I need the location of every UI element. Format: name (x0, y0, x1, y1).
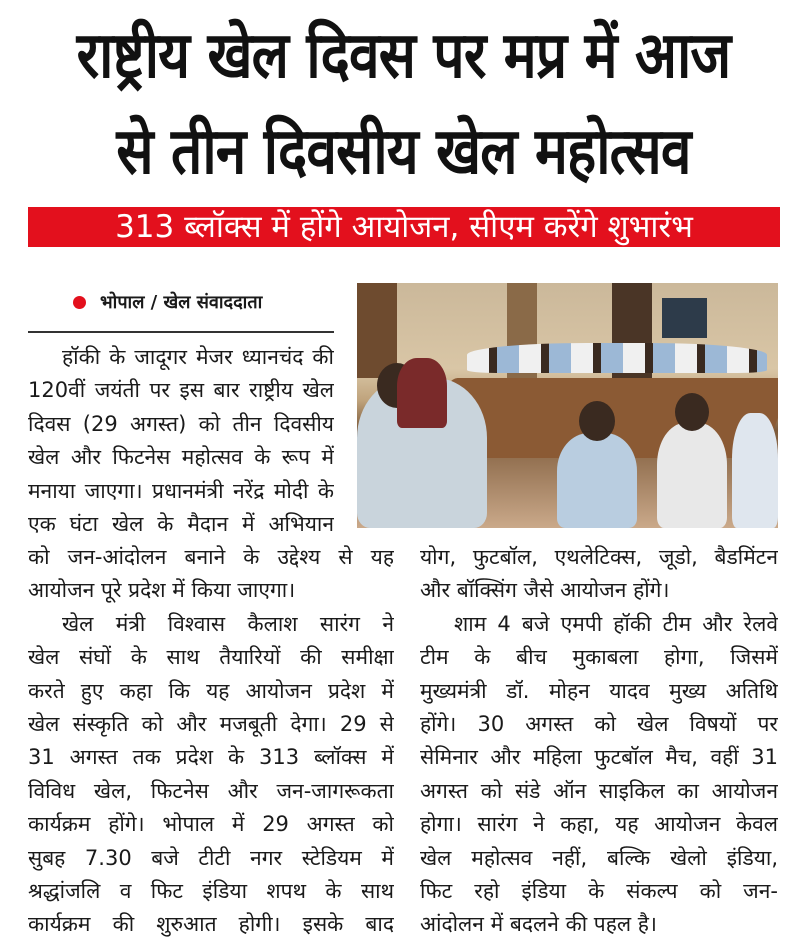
text-line: योग, फुटबॉल, एथलेटिक्स, जूडो, बैडमिंटन (420, 545, 778, 569)
text-line: विविध खेल, फिटनेस और जन-जागरूकता (28, 778, 394, 803)
bullet-dot-icon (73, 296, 86, 309)
text-line: होगा। सारंग ने कहा, यह आयोजन केवल (420, 812, 778, 837)
text-line: फिट रहो इंडिया के संकल्प को जन- (420, 878, 778, 903)
screen (662, 298, 707, 338)
text-line: खेल और फिटनेस महोत्सव के रूप में (28, 445, 334, 470)
dateline: भोपाल / खेल संवाददाता (100, 292, 263, 313)
text-line: होंगे। 30 अगस्त को खेल विषयों पर (420, 711, 778, 736)
text-line: एक घंटा खेल के मैदान में अभियान (28, 511, 334, 536)
person (557, 433, 637, 528)
article-column-1-top (28, 341, 334, 541)
meeting-photo (357, 283, 778, 528)
text-line: आयोजन पूरे प्रदेश में किया जाएगा। (28, 578, 296, 603)
divider (28, 331, 334, 333)
text-line: सेमिनार और महिला फुटबॉल मैच, वहीं 31 (420, 745, 778, 770)
text-line: खेल मंत्री विश्वास कैलाश सारंग ने (62, 611, 394, 636)
text-line: मनाया जाएगा। प्रधानमंत्री नरेंद्र मोदी के (28, 478, 334, 503)
subheadline-banner: 313 ब्लॉक्स में होंगे आयोजन, सीएम करेंगे शुभारंभ (28, 207, 780, 247)
text-line: खेल संस्कृति को और मजबूती देगा। 29 से (28, 711, 394, 736)
seated-people-row (467, 343, 767, 373)
headline-line-2: से तीन दिवसीय खेल महोत्सव (116, 115, 691, 189)
text-line: श्रद्धांजलि व फिट इंडिया शपथ के साथ (28, 878, 394, 903)
text-line: और बॉक्सिंग जैसे आयोजन होंगे। (420, 578, 670, 603)
text-line: सुबह 7.30 बजे टीटी नगर स्टेडियम में (28, 845, 394, 870)
text-line: अगस्त को संडे ऑन साइकिल का आयोजन (420, 778, 778, 803)
text-line: करते हुए कहा कि यह आयोजन प्रदेश में (28, 678, 394, 703)
text-line: को जन-आंदोलन बनाने के उद्देश्य से यह (28, 545, 394, 569)
text-line: दिवस (29 अगस्त) को तीन दिवसीय (28, 411, 334, 436)
text-line: टीम के बीच मुकाबला होगा, जिसमें (420, 645, 778, 670)
text-line: हॉकी के जादूगर मेजर ध्यानचंद की (62, 345, 334, 369)
headline-line-1: राष्ट्रीय खेल दिवस पर मप्र में आज (76, 19, 731, 93)
text-line: खेल संघों के साथ तैयारियों की समीक्षा (28, 645, 394, 670)
text-line: कार्यक्रम होंगे। भोपाल में 29 अगस्त को (28, 812, 394, 837)
person (657, 423, 727, 528)
article-column-1-bottom (28, 541, 394, 942)
person-head (675, 393, 709, 431)
article-column-2 (420, 541, 778, 942)
person (732, 413, 778, 528)
text-line: 31 अगस्त तक प्रदेश के 313 ब्लॉक्स में (28, 745, 394, 770)
person (397, 358, 447, 428)
text-line: कार्यक्रम की शुरुआत होगी। इसके बाद (28, 912, 394, 937)
person-head (579, 401, 615, 441)
text-line: मुख्यमंत्री डॉ. मोहन यादव मुख्य अतिथि (420, 678, 778, 703)
text-line: 120वीं जयंती पर इस बार राष्ट्रीय खेल (28, 378, 334, 403)
text-line: खेल महोत्सव नहीं, बल्कि खेलो इंडिया, (420, 845, 778, 870)
text-line: आंदोलन में बदलने की पहल है। (420, 912, 657, 937)
text-line: शाम 4 बजे एमपी हॉकी टीम और रेलवे (454, 611, 778, 636)
